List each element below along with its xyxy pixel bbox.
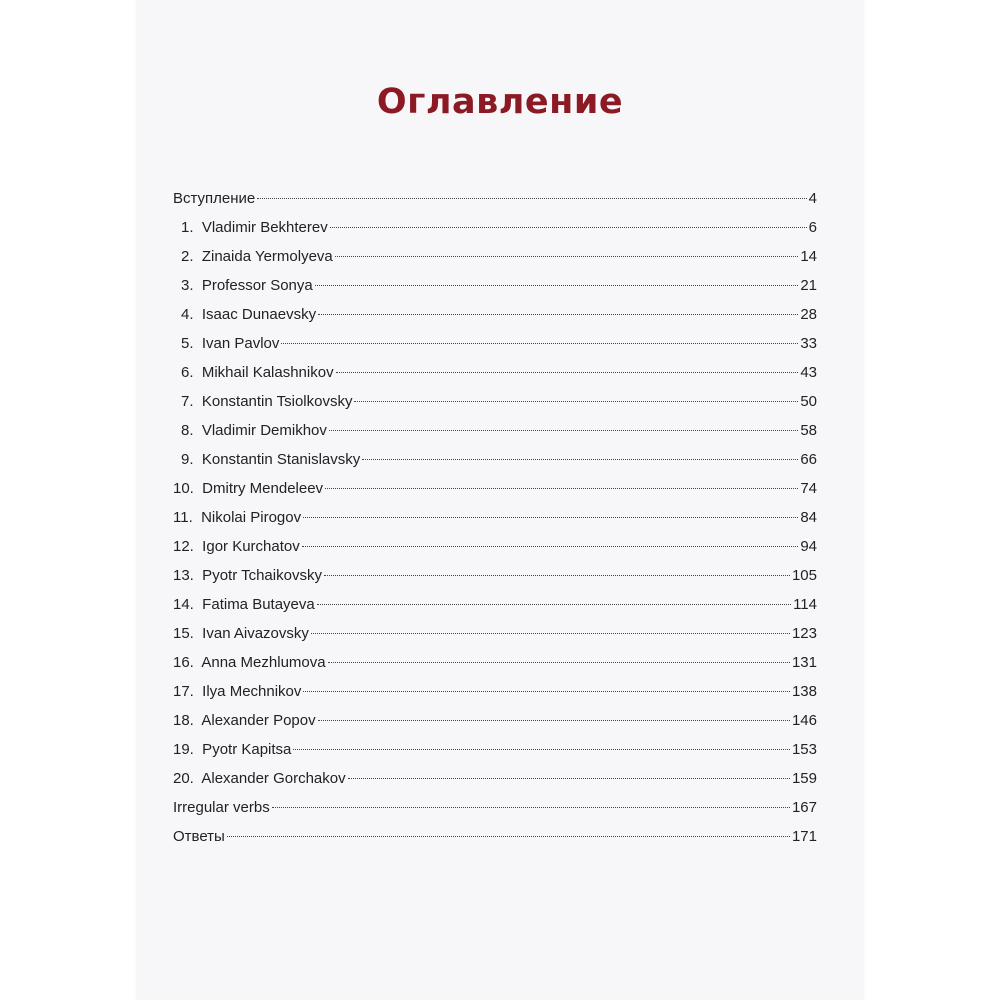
toc-page-number: 58 — [800, 422, 817, 439]
page-title: Оглавление — [376, 82, 624, 122]
dot-leader — [257, 198, 806, 199]
toc-page-number: 167 — [791, 799, 817, 816]
toc-entry[interactable] — [173, 335, 817, 364]
toc-entry[interactable] — [173, 654, 817, 683]
dot-leader — [303, 517, 798, 518]
toc-entry-title: 6. Mikhail Kalashnikov — [181, 364, 334, 381]
toc-page-number: 66 — [800, 451, 817, 468]
dot-leader — [362, 459, 798, 460]
toc-entry[interactable] — [173, 277, 817, 306]
toc-entry-title: 9. Konstantin Stanislavsky — [181, 451, 361, 468]
toc-entry-title: Вступление — [173, 190, 256, 207]
toc-entry[interactable] — [173, 190, 817, 219]
toc-entry[interactable] — [173, 451, 817, 480]
toc-entry[interactable] — [173, 306, 817, 335]
toc-entry[interactable] — [173, 538, 817, 567]
dot-leader — [330, 227, 807, 228]
toc-entry[interactable] — [173, 596, 817, 625]
dot-leader — [325, 488, 798, 489]
dot-leader — [311, 633, 790, 634]
toc-entry-title: 17. Ilya Mechnikov — [173, 683, 302, 700]
toc-entry-title: 7. Konstantin Tsiolkovsky — [181, 393, 353, 410]
toc-page-number: 114 — [793, 596, 817, 613]
toc-entry[interactable] — [173, 219, 817, 248]
toc-entry-title: Ответы — [173, 828, 225, 845]
toc-page-number: 33 — [800, 335, 817, 352]
toc-page-number: 4 — [808, 190, 817, 207]
toc-entry[interactable] — [173, 364, 817, 393]
book-page — [136, 0, 864, 1000]
toc-entry-title: 2. Zinaida Yermolyeva — [181, 248, 333, 265]
toc-entry[interactable] — [173, 393, 817, 422]
dot-leader — [324, 575, 790, 576]
dot-leader — [329, 430, 798, 431]
toc-entry[interactable] — [173, 480, 817, 509]
toc-entry-title: 1. Vladimir Bekhterev — [181, 219, 328, 236]
toc-page-number: 138 — [791, 683, 817, 700]
toc-entry-title: 10. Dmitry Mendeleev — [173, 480, 324, 497]
toc-page-number: 94 — [800, 538, 817, 555]
toc-entry[interactable] — [173, 741, 817, 770]
dot-leader — [318, 314, 798, 315]
toc-page-number: 21 — [800, 277, 817, 294]
toc-entry[interactable] — [173, 248, 817, 277]
toc-page-number: 50 — [800, 393, 817, 410]
toc-entry-title: 13. Pyotr Tchaikovsky — [173, 567, 322, 584]
toc-entry[interactable] — [173, 828, 817, 857]
dot-leader — [302, 546, 799, 547]
toc-entry[interactable] — [173, 799, 817, 828]
dot-leader — [315, 285, 799, 286]
toc-entry-title: 16. Anna Mezhlumova — [173, 654, 326, 671]
dot-leader — [293, 749, 790, 750]
toc-entry-title: 18. Alexander Popov — [173, 712, 316, 729]
dot-leader — [227, 836, 790, 837]
toc-entry-title: 11. Nikolai Pirogov — [173, 509, 302, 526]
dot-leader — [335, 256, 799, 257]
toc-entry[interactable] — [173, 712, 817, 741]
dot-leader — [348, 778, 790, 779]
table-of-contents — [173, 190, 817, 857]
toc-page-number: 6 — [808, 219, 817, 236]
toc-entry[interactable] — [173, 567, 817, 596]
toc-page-number: 159 — [791, 770, 817, 787]
toc-page-number: 131 — [791, 654, 817, 671]
toc-entry[interactable] — [173, 770, 817, 799]
toc-page-number: 84 — [800, 509, 817, 526]
toc-entry-title: 5. Ivan Pavlov — [181, 335, 280, 352]
toc-page-number: 43 — [800, 364, 817, 381]
toc-entry-title: 3. Professor Sonya — [181, 277, 313, 294]
dot-leader — [336, 372, 799, 373]
toc-entry[interactable] — [173, 422, 817, 451]
dot-leader — [272, 807, 790, 808]
toc-page-number: 153 — [791, 741, 817, 758]
toc-entry[interactable] — [173, 683, 817, 712]
toc-entry[interactable] — [173, 625, 817, 654]
toc-page-number: 74 — [800, 480, 817, 497]
toc-entry-title: 15. Ivan Aivazovsky — [173, 625, 309, 642]
toc-entry-title: 4. Isaac Dunaevsky — [181, 306, 317, 323]
toc-page-number: 146 — [791, 712, 817, 729]
dot-leader — [354, 401, 798, 402]
toc-page-number: 28 — [800, 306, 817, 323]
dot-leader — [318, 720, 790, 721]
dot-leader — [328, 662, 790, 663]
toc-entry-title: Irregular verbs — [173, 799, 270, 816]
toc-entry[interactable] — [173, 509, 817, 538]
dot-leader — [303, 691, 790, 692]
toc-entry-title: 8. Vladimir Demikhov — [181, 422, 327, 439]
toc-page-number: 14 — [800, 248, 817, 265]
toc-entry-title: 19. Pyotr Kapitsa — [173, 741, 292, 758]
toc-entry-title: 20. Alexander Gorchakov — [173, 770, 346, 787]
dot-leader — [281, 343, 798, 344]
toc-entry-title: 12. Igor Kurchatov — [173, 538, 300, 555]
dot-leader — [317, 604, 791, 605]
toc-page-number: 171 — [791, 828, 817, 845]
toc-entry-title: 14. Fatima Butayeva — [173, 596, 315, 613]
toc-page-number: 123 — [791, 625, 817, 642]
toc-page-number: 105 — [791, 567, 817, 584]
